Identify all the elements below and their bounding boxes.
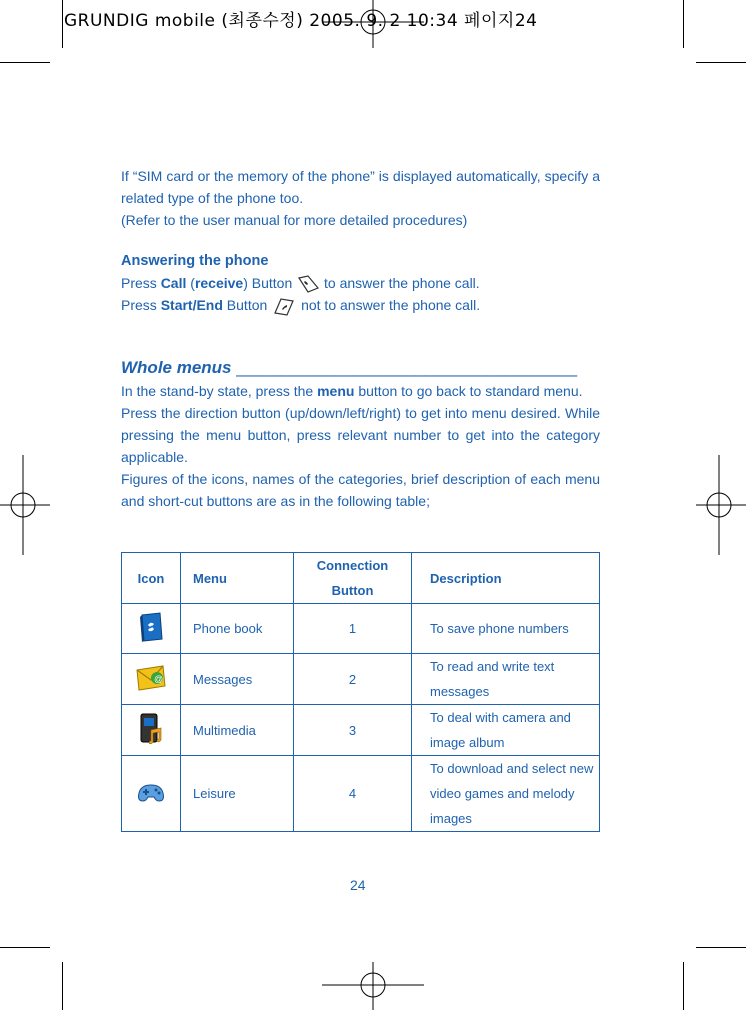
crop-mark [62,0,63,48]
crop-mark [696,62,746,63]
menu-table [121,552,600,832]
menu-name: Leisure [181,756,294,832]
messages-icon [135,664,167,692]
reject-call-line: Press Start/End Button not to answer the phone call. [121,294,600,316]
whole-menus-p1: In the stand-by state, press the menu button to go back to standard menu. [121,383,583,399]
intro-line-1: If “SIM card or the memory of the phone” is displayed automatically, specify a related type of the phone too. [121,168,600,206]
connection-button: 3 [294,705,412,756]
header-connection: Connection Button [294,553,412,604]
connection-button: 4 [294,756,412,832]
whole-menus-title: Whole menus ______________________________________ [121,358,577,377]
menu-description: To read and write text messages [412,654,600,705]
answer-call-line: Press Call (receive) Button to answer the phone call. [121,272,600,294]
header-icon: Icon [122,553,181,604]
registration-mark [322,0,424,48]
svg-text:@: @ [154,673,164,684]
crop-mark [0,947,50,948]
crop-mark [62,962,63,1010]
registration-mark [696,455,746,555]
crop-mark [696,947,746,948]
answering-title: Answering the phone [121,253,269,269]
connection-button: 1 [294,604,412,654]
crop-mark [683,962,684,1010]
call-button-icon [296,274,320,294]
table-row [122,604,600,654]
end-button-icon [271,297,297,317]
page-number: 24 [350,877,366,893]
whole-menus-p3: Figures of the icons, names of the categories, brief description of each menu and short-cut buttons are as in the following table; [121,471,600,509]
registration-mark [0,455,50,555]
registration-mark [322,962,424,1010]
header-menu: Menu [181,553,294,604]
crop-mark [0,62,50,63]
connection-button: 2 [294,654,412,705]
phonebook-icon [136,611,166,643]
menu-name: Phone book [181,604,294,654]
intro-paragraph [121,165,600,231]
menu-description: To deal with camera and image album [412,705,600,756]
title-rule: ______________________________________ [236,358,577,377]
table-header-row [122,553,600,604]
page-header: GRUNDIG mobile (최종수정) 2005. 9. 2 10:34 페이지24 [64,11,538,31]
intro-line-2: (Refer to the user manual for more detailed procedures) [121,212,468,228]
table-row [122,756,600,832]
whole-menus-p2: Press the direction button (up/down/left/right) to get into menu desired. While pressing the menu button, press relevant number to get into the category applicable. [121,405,600,465]
answering-section [121,250,600,317]
menu-name: Messages [181,654,294,705]
whole-menus-body [121,380,600,512]
table-row [122,654,600,705]
table-row [122,705,600,756]
multimedia-icon [137,712,165,746]
menu-description: To save phone numbers [412,604,600,654]
menu-name: Multimedia [181,705,294,756]
crop-mark [683,0,684,48]
menu-description: To download and select new video games and melody images [412,756,600,832]
leisure-icon [135,779,167,805]
header-description: Description [412,553,600,604]
